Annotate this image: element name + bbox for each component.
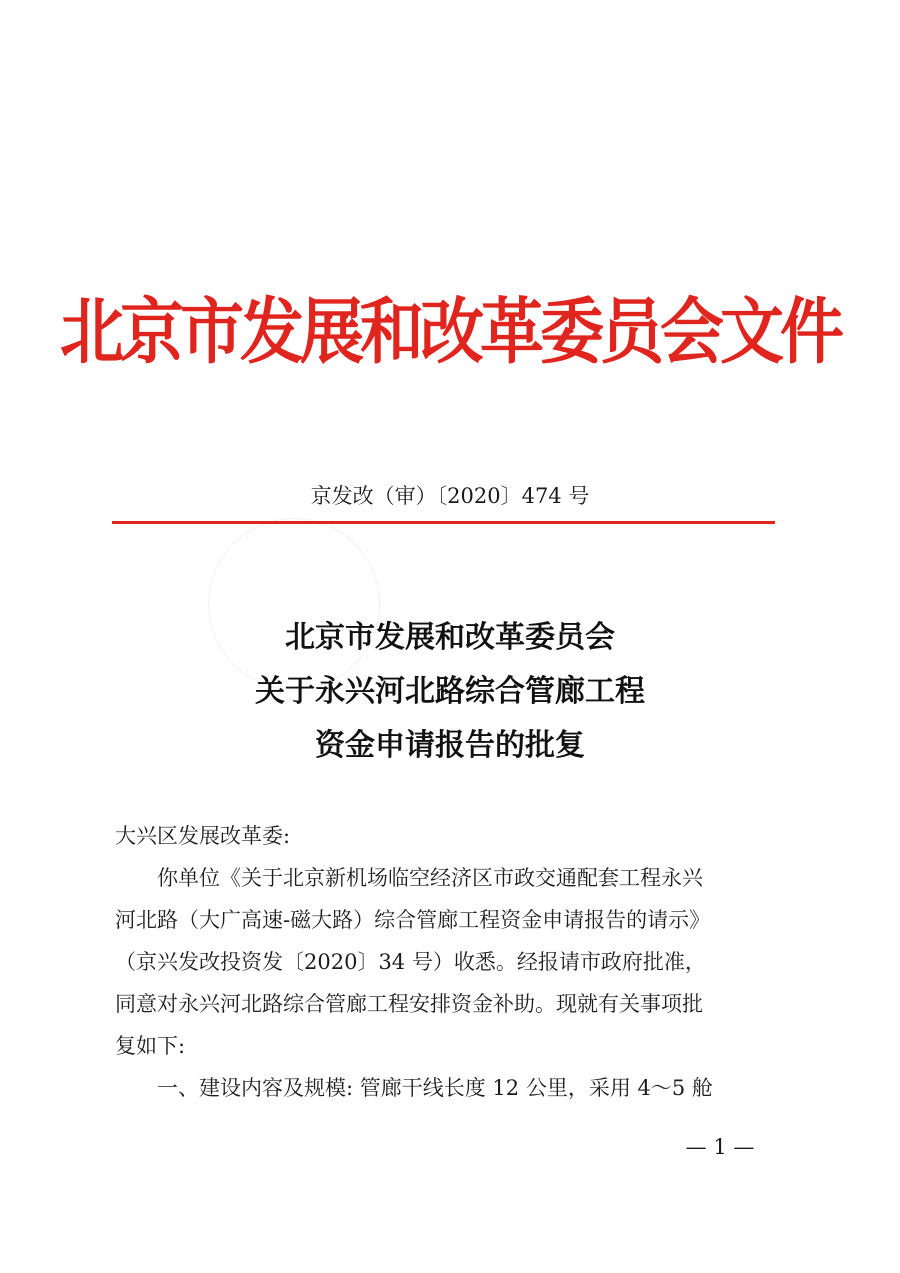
agency-masthead: 北京市发展和改革委员会文件 (60, 291, 840, 375)
paragraph-1-line-4: 同意对永兴河北路综合管廊工程安排资金补助。现就有关事项批 (115, 992, 703, 1016)
title-line-2: 关于永兴河北路综合管廊工程 (255, 674, 645, 709)
title-line-3: 资金申请报告的批复 (315, 728, 585, 763)
document-body (115, 815, 795, 1109)
paragraph-2-line-1: 一、建设内容及规模: 管廊干线长度 12 公里，采用 4～5 舱 (157, 1076, 713, 1100)
addressee: 大兴区发展改革委: (115, 824, 291, 848)
document-title (0, 611, 900, 773)
page-number: — 1 — (685, 1135, 755, 1159)
red-divider-line (112, 521, 775, 524)
paragraph-1-line-5: 复如下: (115, 1034, 186, 1058)
paragraph-1-line-1: 你单位《关于北京新机场临空经济区市政交通配套工程永兴 (157, 866, 703, 890)
document-number: 京发改（审）〔2020〕474 号 (310, 484, 590, 508)
title-line-1: 北京市发展和改革委员会 (285, 620, 615, 655)
paragraph-1-line-2: 河北路（大广高速-磁大路）综合管廊工程资金申请报告的请示》 (115, 908, 711, 932)
paragraph-1-line-3: （京兴发改投资发〔2020〕34 号）收悉。经报请市政府批准， (115, 950, 706, 974)
